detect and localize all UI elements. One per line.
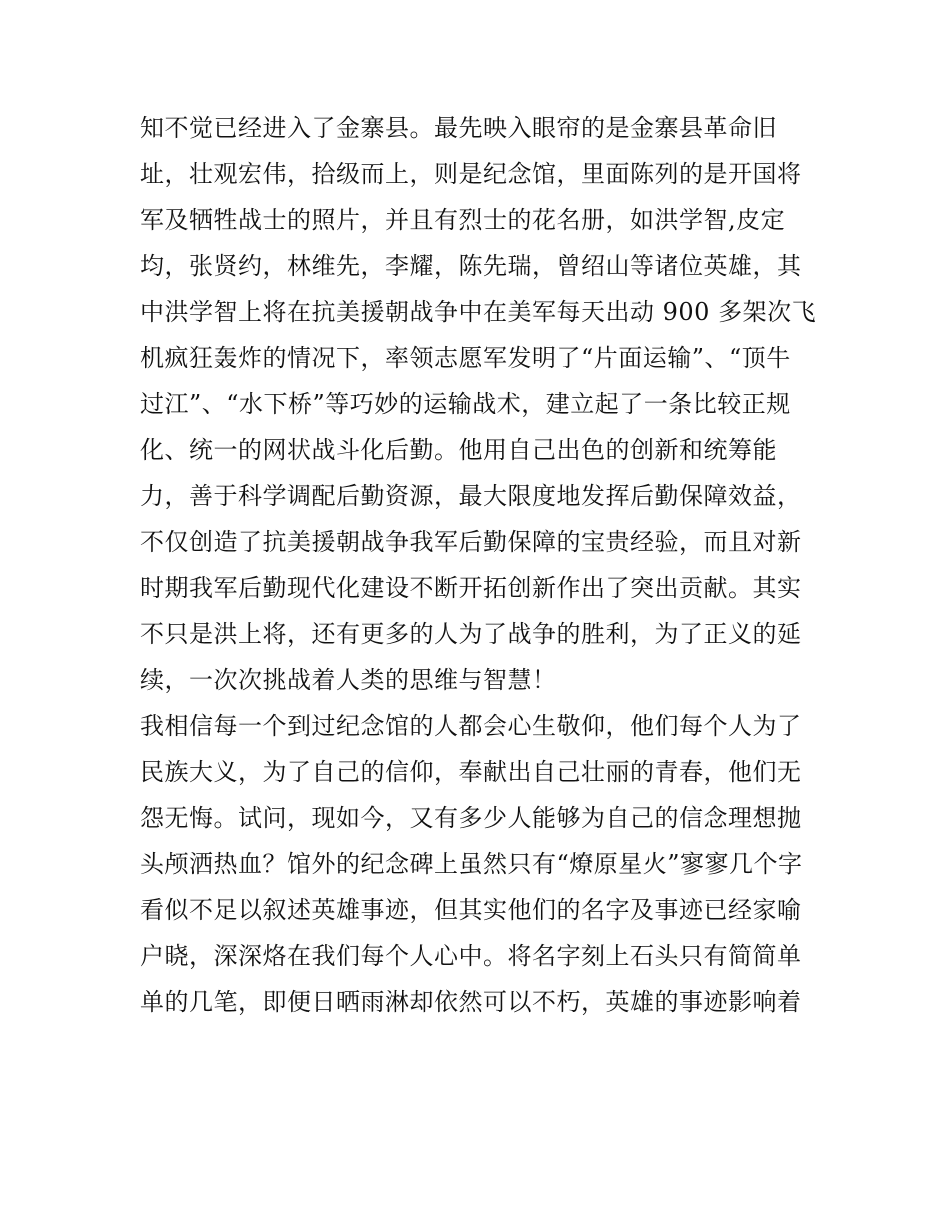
text-line: 时期我军后勤现代化建设不断开拓创新作出了突出贡献。其实 xyxy=(140,574,802,602)
text-line: 过江”、“水下桥”等巧妙的运输战术，建立起了一条比较正规 xyxy=(140,390,791,418)
text-line: 不只是洪上将，还有更多的人为了战争的胜利，为了正义的延 xyxy=(140,620,802,648)
text-line: 力，善于科学调配后勤资源，最大限度地发挥后勤保障效益， xyxy=(140,482,802,510)
text-line: 军及牺牲战士的照片，并且有烈士的花名册，如洪学智,皮定 xyxy=(140,206,786,234)
paragraph-2 xyxy=(140,703,815,1025)
text-line: 中洪学智上将在抗美援朝战争中在美军每天出动 900 多架次飞 xyxy=(140,298,817,326)
text-line: 民族大义，为了自己的信仰，奉献出自己壮丽的青春，他们无 xyxy=(140,758,802,786)
text-line: 怨无悔。试问，现如今，又有多少人能够为自己的信念理想抛 xyxy=(140,804,802,832)
paragraph-1 xyxy=(140,105,815,703)
text-line: 址，壮观宏伟，拾级而上，则是纪念馆，里面陈列的是开国将 xyxy=(140,160,802,188)
text-line: 头颅洒热血？馆外的纪念碑上虽然只有“燎原星火”寥寥几个字 xyxy=(140,850,803,878)
text-line: 我相信每一个到过纪念馆的人都会心生敬仰，他们每个人为了 xyxy=(140,712,802,740)
text-line: 单的几笔，即便日晒雨淋却依然可以不朽，英雄的事迹影响着 xyxy=(140,988,802,1016)
text-line: 知不觉已经进入了金寨县。最先映入眼帘的是金寨县革命旧 xyxy=(140,114,777,142)
text-line: 户晓，深深烙在我们每个人心中。将名字刻上石头只有简简单 xyxy=(140,942,802,970)
text-line: 不仅创造了抗美援朝战争我军后勤保障的宝贵经验，而且对新 xyxy=(140,528,802,556)
text-line: 化、统一的网状战斗化后勤。他用自己出色的创新和统筹能 xyxy=(140,436,777,464)
text-line: 看似不足以叙述英雄事迹，但其实他们的名字及事迹已经家喻 xyxy=(140,896,802,924)
text-line: 续，一次次挑战着人类的思维与智慧！ xyxy=(140,666,557,694)
text-line: 机疯狂轰炸的情况下，率领志愿军发明了“片面运输”、“顶牛 xyxy=(140,344,791,372)
document-body xyxy=(140,105,815,1025)
text-line: 均，张贤约，林维先，李耀，陈先瑞，曾绍山等诸位英雄，其 xyxy=(140,252,802,280)
